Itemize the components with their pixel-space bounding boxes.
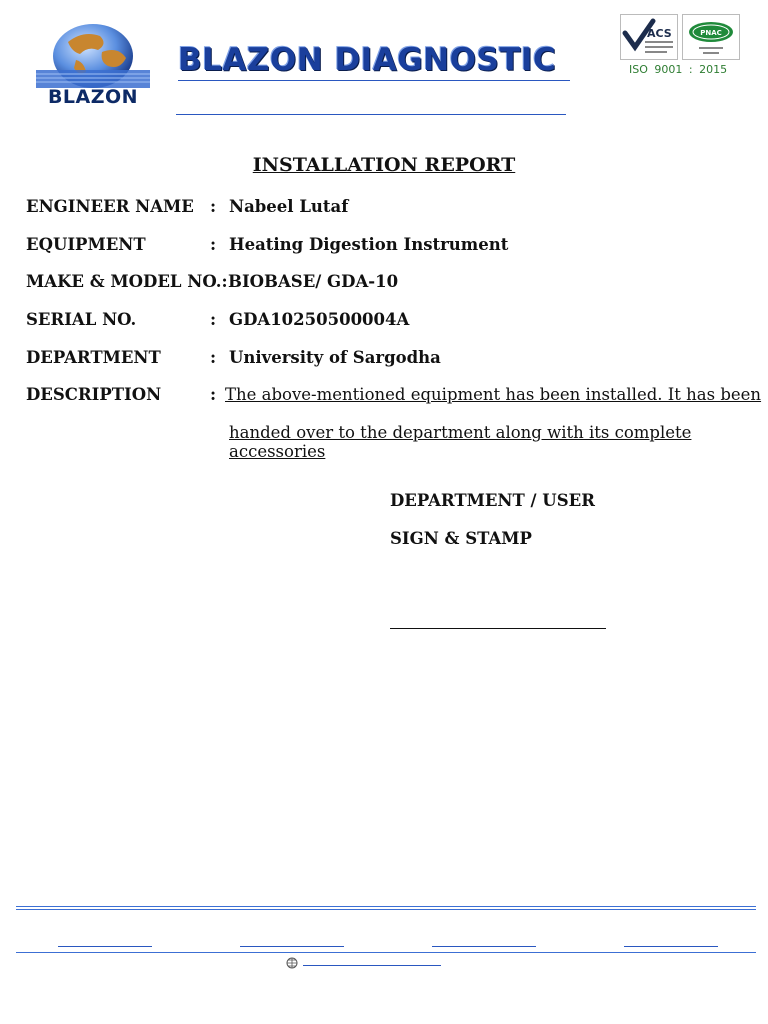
signature-line: [390, 628, 606, 629]
company-underline: [178, 80, 570, 81]
field-separator: :: [210, 197, 217, 216]
globe-icon: [286, 954, 298, 966]
engineer-name-value: Nabeel Lutaf: [229, 197, 349, 216]
footer-link[interactable]: [240, 946, 344, 947]
report-title: INSTALLATION REPORT: [252, 154, 516, 176]
blazon-logo: [28, 22, 158, 108]
company-name: BLAZON DIAGNOSTIC: [178, 42, 557, 78]
field-separator: :: [210, 235, 217, 254]
footer-rule: [16, 909, 756, 910]
department-value: University of Sargodha: [229, 348, 441, 367]
field-separator: :: [210, 385, 217, 404]
footer-rule: [16, 906, 756, 907]
signature-heading: DEPARTMENT / USER: [390, 491, 595, 510]
website-link[interactable]: [303, 965, 441, 966]
iso-certification-text: ISO 9001 : 2015: [629, 63, 728, 76]
equipment-value: Heating Digestion Instrument: [229, 235, 509, 254]
serial-no-label: SERIAL NO.: [26, 310, 137, 329]
serial-no-value: GDA10250500004A: [229, 310, 410, 329]
description-line-1: The above-mentioned equipment has been installed. It has been: [225, 385, 762, 404]
make-model-value: BIOBASE/ GDA-10: [228, 272, 399, 291]
footer-link[interactable]: [58, 946, 152, 947]
acs-label: ACS: [647, 27, 672, 40]
field-separator: :: [210, 348, 217, 367]
department-label: DEPARTMENT: [26, 348, 161, 367]
logo-text: BLAZON: [47, 86, 139, 108]
equipment-label: EQUIPMENT: [26, 235, 146, 254]
engineer-name-label: ENGINEER NAME: [26, 197, 194, 216]
footer-link[interactable]: [624, 946, 718, 947]
pnac-label: PNAC: [700, 29, 722, 37]
header-rule: [176, 114, 566, 115]
globe-icon: [28, 22, 158, 88]
description-label: DESCRIPTION: [26, 385, 162, 404]
footer-link[interactable]: [432, 946, 536, 947]
description-line-2: handed over to the department along with its complete accessories: [229, 423, 692, 461]
acs-certification-badge: [620, 14, 678, 60]
pnac-certification-badge: [682, 14, 740, 60]
field-separator: :: [210, 310, 217, 329]
make-model-label: MAKE & MODEL NO.:: [26, 272, 228, 291]
signature-subheading: SIGN & STAMP: [390, 529, 532, 548]
footer-rule: [16, 952, 756, 953]
